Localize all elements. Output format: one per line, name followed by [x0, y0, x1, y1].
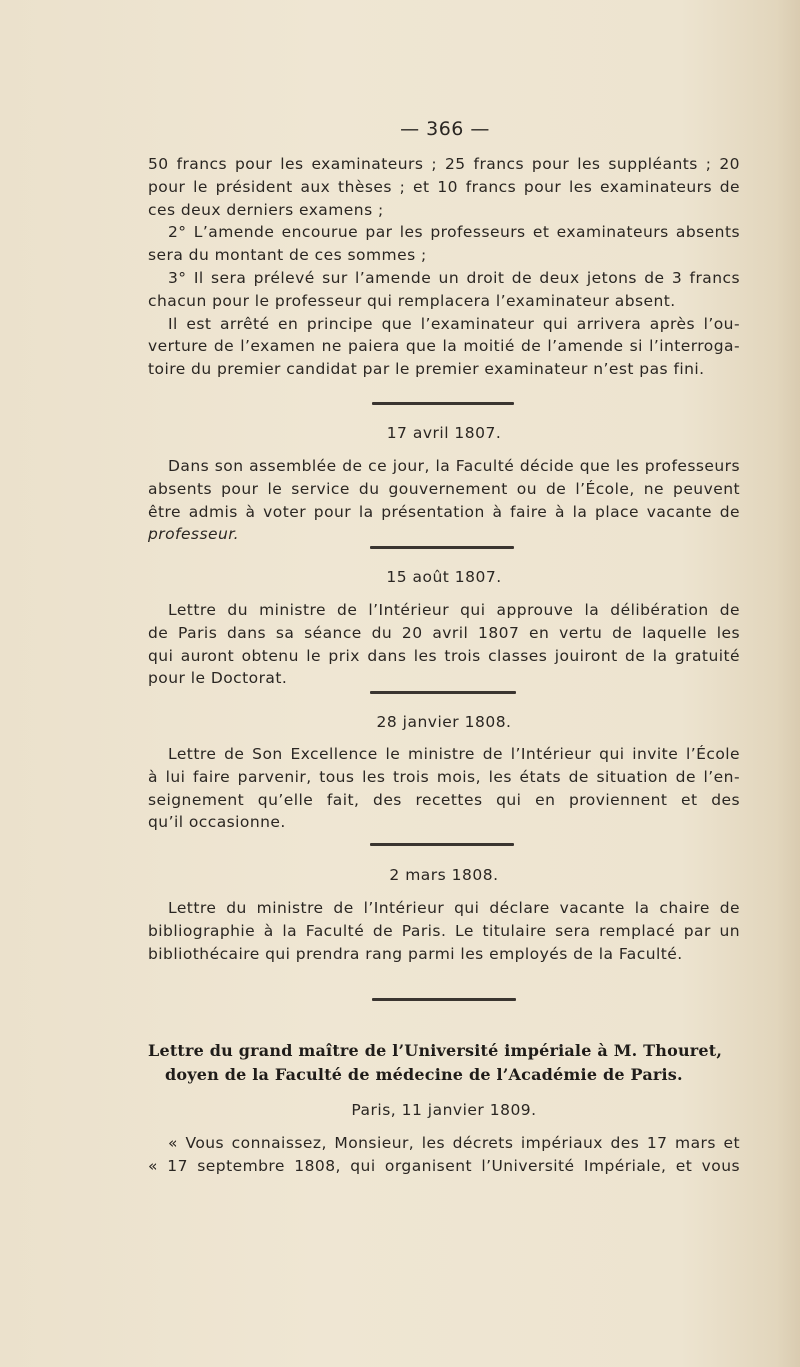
entry-date: 2 mars 1808. — [389, 866, 499, 884]
text-line: être admis à voter pour la présentation à faire à la place vacante de — [148, 502, 740, 521]
text-line: chacun pour le professeur qui remplacera l’examinateur absent. — [148, 291, 676, 310]
entry-date: 15 août 1807. — [386, 568, 502, 586]
entry-paragraph — [148, 743, 740, 834]
top-paragraphs — [148, 153, 740, 381]
letter-date: Paris, 11 janvier 1809. — [351, 1101, 537, 1119]
entry-paragraph — [148, 599, 740, 690]
section-divider — [370, 843, 514, 846]
section-divider — [372, 402, 514, 405]
text-line: qu’il occasionne. — [148, 813, 286, 832]
text-line: qui auront obtenu le prix dans les trois classes jouiront de la gratuité — [148, 646, 740, 665]
italic-word: professeur. — [148, 525, 240, 544]
text-line: « Vous connaissez, Monsieur, les décrets impériaux des 17 mars et — [168, 1134, 740, 1152]
text-line: 50 francs pour les examinateurs ; 25 francs pour les suppléants ; 20 — [148, 155, 740, 173]
section-divider — [370, 546, 514, 549]
text-line — [148, 523, 740, 546]
text-line: absents pour le service du gouvernement ou de l’École, ne peuvent — [148, 479, 740, 498]
text-line: bibliographie à la Faculté de Paris. Le titulaire sera remplacé par un — [148, 921, 740, 940]
text-line: Lettre du ministre de l’Intérieur qui déclare vacante la chaire de — [168, 899, 740, 917]
text-line: Lettre du ministre de l’Intérieur qui approuve la délibération de — [168, 601, 740, 619]
text-line: Lettre de Son Excellence le ministre de l’Intérieur qui invite l’École — [168, 745, 740, 763]
letter-heading-line-2: doyen de la Faculté de médecine de l’Académie de Paris. — [165, 1065, 683, 1084]
text-line: « 17 septembre 1808, qui organisent l’Université Impériale, et vous — [148, 1156, 740, 1175]
page-number: — 366 — — [400, 118, 490, 140]
text-line: à lui faire parvenir, tous les trois mois, les états de situation de l’en- — [148, 767, 740, 786]
text-line: ces deux derniers examens ; — [148, 200, 384, 219]
entry-date: 28 janvier 1808. — [376, 713, 512, 731]
text-line: seignement qu’elle fait, des recettes qui en proviennent et des — [148, 790, 740, 809]
section-divider — [372, 998, 516, 1001]
text-line: pour le président aux thèses ; et 10 francs pour les examinateurs de — [148, 177, 740, 196]
text-line: Il est arrêté en principe que l’examinateur qui arrivera après l’ou- — [168, 314, 740, 333]
text-line: Dans son assemblée de ce jour, la Faculté décide que les professeurs — [168, 457, 740, 475]
text-line: de Paris dans sa séance du 20 avril 1807 en vertu de laquelle les — [148, 623, 740, 642]
letter-body — [148, 1132, 740, 1178]
text-line: verture de l’examen ne paiera que la moitié de l’amende si l’interroga- — [148, 337, 740, 356]
letter-heading — [148, 1039, 740, 1087]
text-line: toire du premier candidat par le premier examinateur n’est pas fini. — [148, 360, 705, 379]
text-line: 3° Il sera prélevé sur l’amende un droit de deux jetons de 3 francs — [168, 268, 740, 287]
text-line: pour le Doctorat. — [148, 669, 288, 688]
text-line: 2° L’amende encourue par les professeurs et examinateurs absents — [168, 223, 740, 242]
entry-date: 17 avril 1807. — [386, 424, 502, 442]
letter-heading-line-1: Lettre du grand maître de l’Université impériale à M. Thouret, — [148, 1041, 723, 1060]
entry-paragraph — [148, 897, 740, 965]
entry-paragraph — [148, 455, 740, 546]
section-divider — [370, 691, 516, 694]
text-line: bibliothécaire qui prendra rang parmi les employés de la Faculté. — [148, 944, 683, 963]
text-line: sera du montant de ces sommes ; — [148, 246, 427, 265]
